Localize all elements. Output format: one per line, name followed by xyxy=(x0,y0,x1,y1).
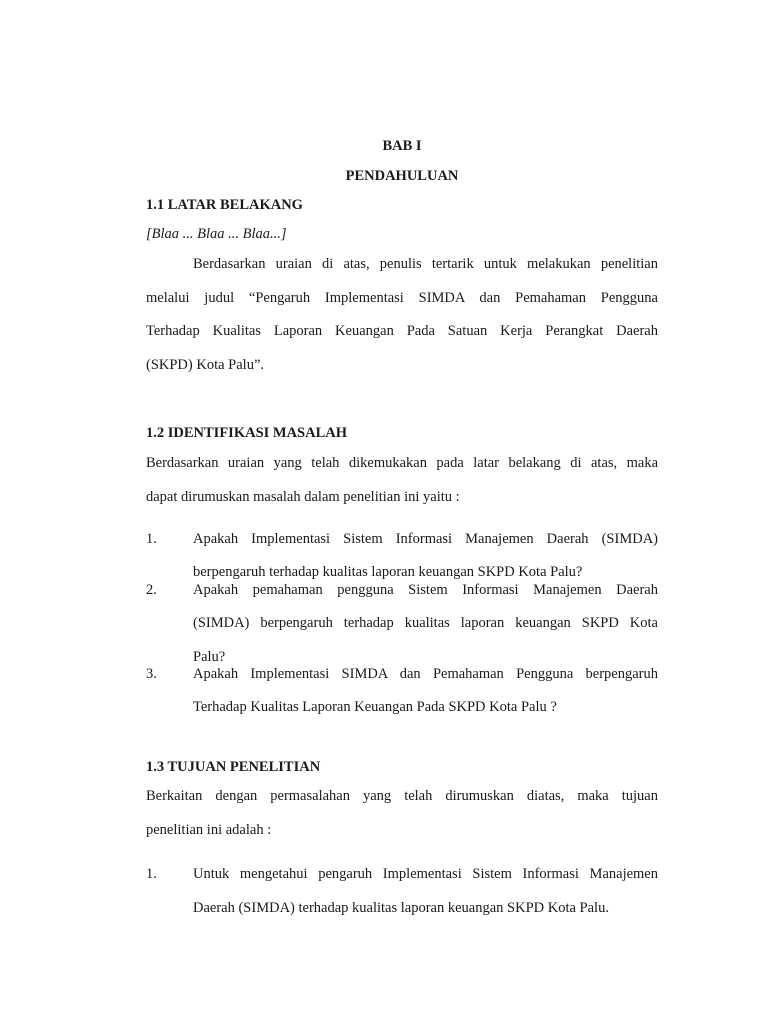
section-heading-identifikasi-masalah: 1.2 IDENTIFIKASI MASALAH xyxy=(146,425,348,441)
list-item-line: Apakah Implementasi SIMDA dan Pemahaman Pengguna berpengaruh xyxy=(193,666,658,682)
chapter-title: PENDAHULUAN xyxy=(345,168,459,184)
paragraph-line: dapat dirumuskan masalah dalam penelitian ini yaitu : xyxy=(146,489,460,505)
paragraph-line: penelitian ini adalah : xyxy=(146,822,272,838)
list-number: 2. xyxy=(146,582,157,598)
list-item-line: Apakah Implementasi Sistem Informasi Manajemen Daerah (SIMDA) xyxy=(193,531,658,547)
placeholder-text: [Blaa ... Blaa ... Blaa...] xyxy=(146,226,287,242)
list-item-line: (SIMDA) berpengaruh terhadap kualitas laporan keuangan SKPD Kota xyxy=(193,615,658,631)
paragraph-line: melalui judul “Pengaruh Implementasi SIMDA dan Pemahaman Pengguna xyxy=(146,290,658,306)
list-item-line: Daerah (SIMDA) terhadap kualitas laporan keuangan SKPD Kota Palu. xyxy=(193,900,609,916)
paragraph-line: Berdasarkan uraian yang telah dikemukakan pada latar belakang di atas, maka xyxy=(146,455,658,471)
section-heading-latar-belakang: 1.1 LATAR BELAKANG xyxy=(146,197,303,213)
list-item-line: Untuk mengetahui pengaruh Implementasi Sistem Informasi Manajemen xyxy=(193,866,658,882)
paragraph-line: Berdasarkan uraian di atas, penulis tertarik untuk melakukan penelitian xyxy=(193,256,658,272)
section-heading-tujuan-penelitian: 1.3 TUJUAN PENELITIAN xyxy=(146,759,321,775)
list-number: 3. xyxy=(146,666,157,682)
paragraph-line: Terhadap Kualitas Laporan Keuangan Pada Satuan Kerja Perangkat Daerah xyxy=(146,323,658,339)
paragraph-line: Berkaitan dengan permasalahan yang telah dirumuskan diatas, maka tujuan xyxy=(146,788,658,804)
paragraph-line: (SKPD) Kota Palu”. xyxy=(146,357,265,373)
chapter-label: BAB I xyxy=(382,138,422,154)
list-item-line: Apakah pemahaman pengguna Sistem Informasi Manajemen Daerah xyxy=(193,582,658,598)
list-item-line: Terhadap Kualitas Laporan Keuangan Pada SKPD Kota Palu ? xyxy=(193,699,557,715)
list-item-line: Palu? xyxy=(193,649,226,665)
list-number: 1. xyxy=(146,866,157,882)
list-item-line: berpengaruh terhadap kualitas laporan keuangan SKPD Kota Palu? xyxy=(193,564,583,580)
list-number: 1. xyxy=(146,531,157,547)
